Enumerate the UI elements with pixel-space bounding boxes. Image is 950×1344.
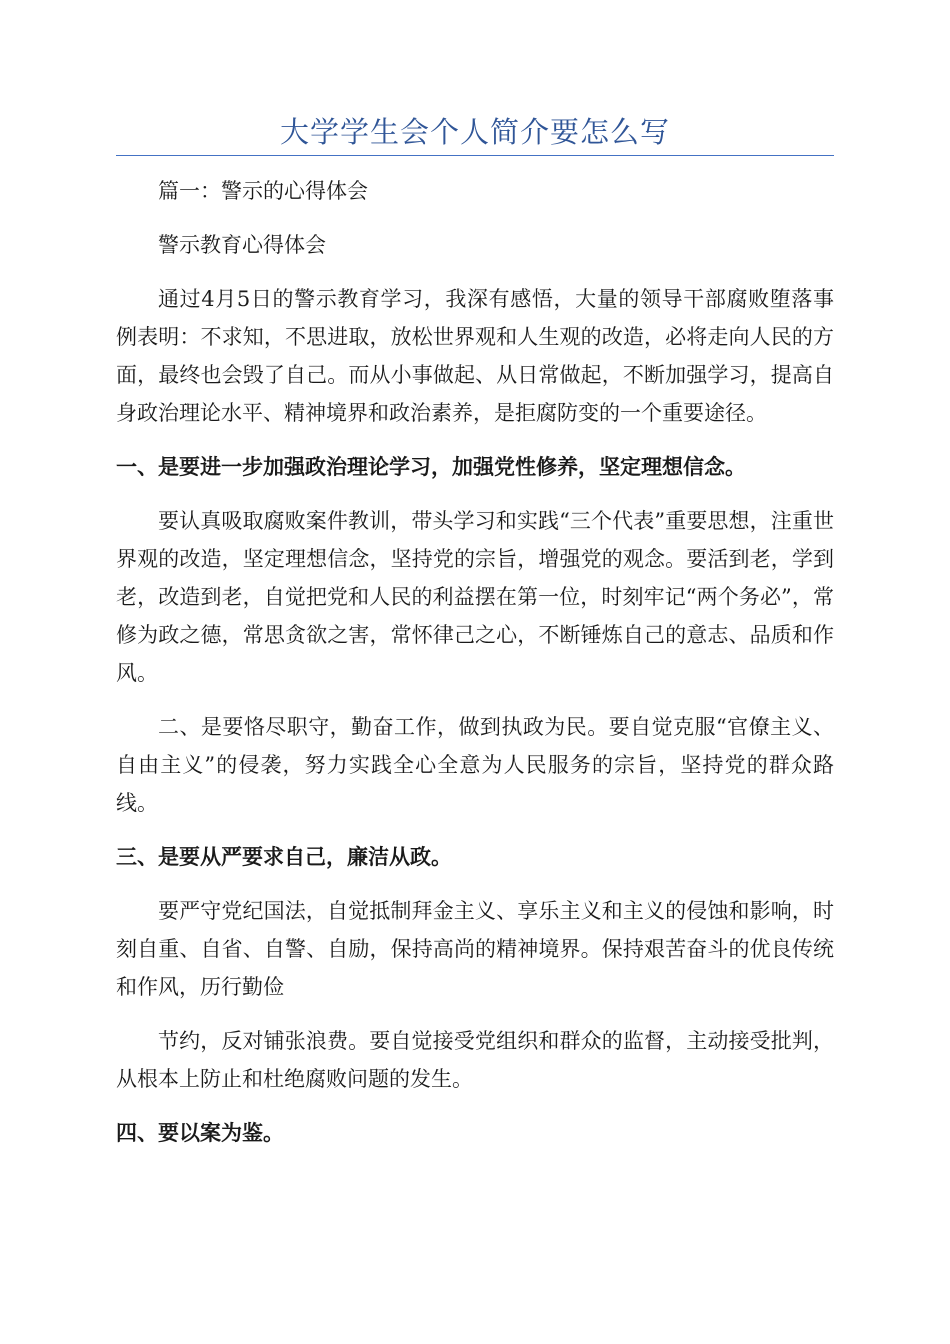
body-paragraph: 通过4月5日的警示教育学习，我深有感悟，大量的领导干部腐败堕落事例表明：不求知，不思进取，放松世界观和人生观的改造，必将走向人民的方面，最终也会毁了自己。而从小事做起、从日常做起，不断加强学习，提高自身政治理论水平、精神境界和政治素养，是拒腐防变的一个重要途径。 <box>116 287 834 425</box>
section-label: 篇一：警示的心得体会 <box>158 179 368 203</box>
heading-one: 一、是要进一步加强政治理论学习，加强党性修养，坚定理想信念。 <box>116 455 746 479</box>
document-body <box>116 172 834 1152</box>
body-paragraph: 节约，反对铺张浪费。要自觉接受党组织和群众的监督，主动接受批判，从根本上防止和杜绝腐败问题的发生。 <box>116 1029 834 1091</box>
heading-four: 四、要以案为鉴。 <box>116 1121 284 1145</box>
body-paragraph: 要严守党纪国法，自觉抵制拜金主义、享乐主义和主义的侵蚀和影响，时刻自重、自省、自警、自励，保持高尚的精神境界。保持艰苦奋斗的优良传统和作风，历行勤俭 <box>116 899 834 999</box>
subtitle: 警示教育心得体会 <box>158 233 326 257</box>
body-paragraph: 二、是要恪尽职守，勤奋工作，做到执政为民。要自觉克服“官僚主义、自由主义”的侵袭，努力实践全心全意为人民服务的宗旨，坚持党的群众路线。 <box>116 715 834 815</box>
heading-three: 三、是要从严要求自己，廉洁从政。 <box>116 845 452 869</box>
document-title: 大学学生会个人简介要怎么写 <box>279 115 670 149</box>
body-paragraph: 要认真吸取腐败案件教训，带头学习和实践“三个代表”重要思想，注重世界观的改造，坚定理想信念，坚持党的宗旨，增强党的观念。要活到老，学到老，改造到老，自觉把党和人民的利益摆在第一位，时刻牢记“两个务必”，常修为政之德，常思贪欲之害，常怀律己之心，不断锤炼自己的意志、品质和作风。 <box>116 509 834 685</box>
title-underline <box>116 155 834 156</box>
